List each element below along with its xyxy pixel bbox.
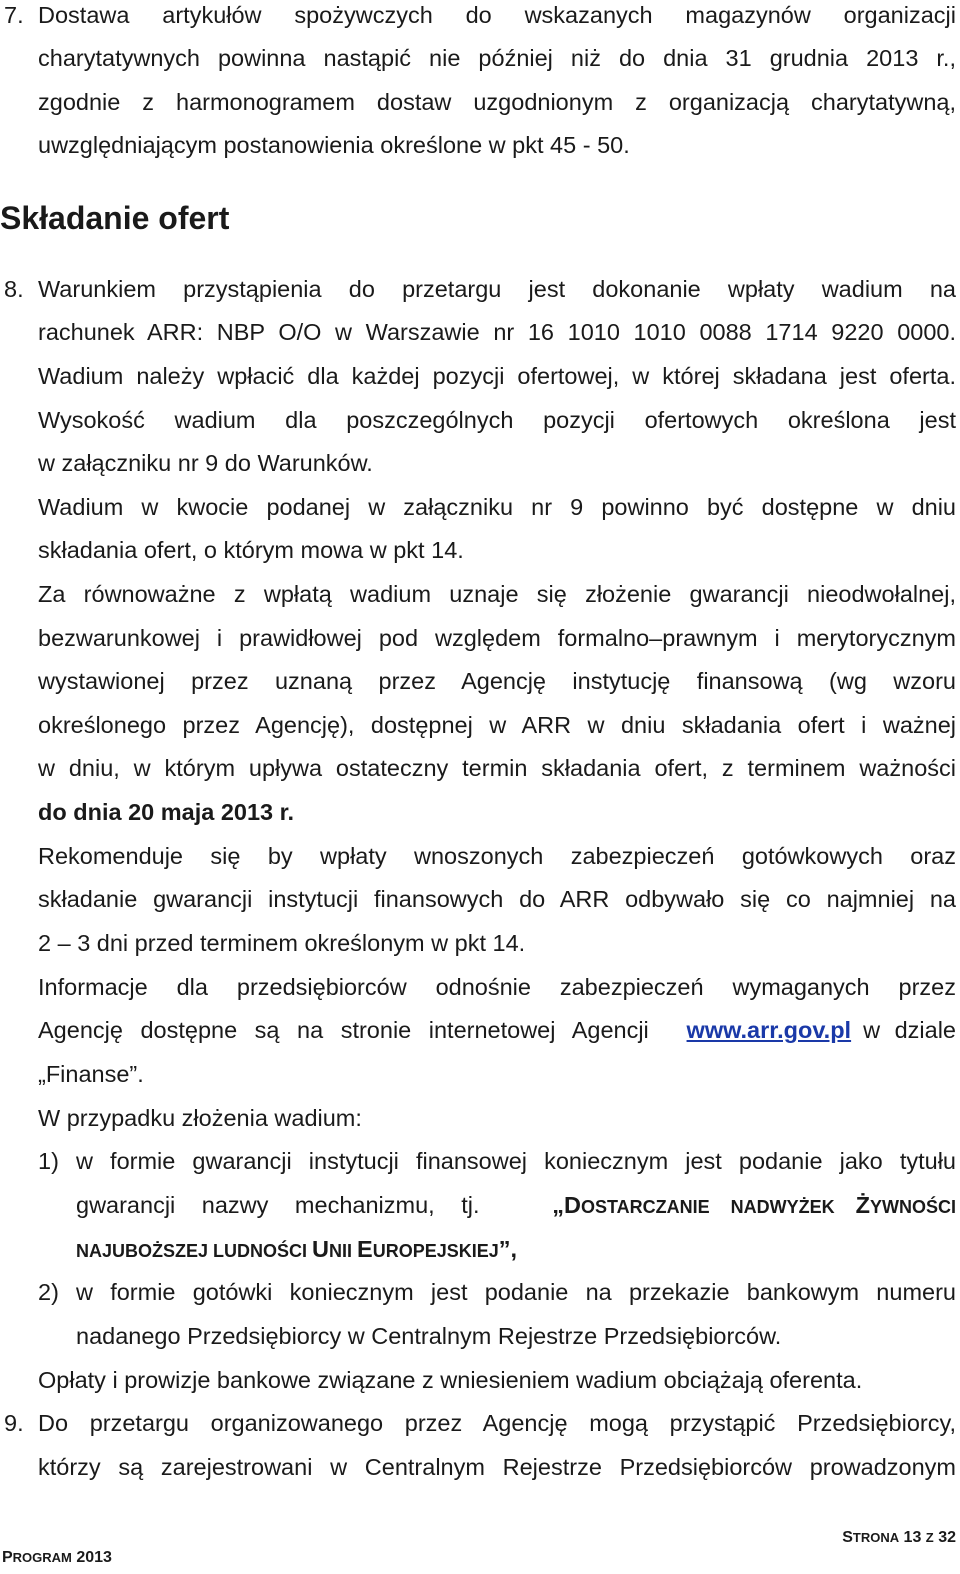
info-line-2-text: Agencję dostępne są na stronie internetowej Agencji [38,1017,649,1043]
item-9-line-1: Do przetargu organizowanego przez Agencję mogą przystąpić Przedsiębiorcy, [38,1410,956,1436]
info-line-3: „Finanse”. [38,1061,144,1087]
mechanism-name-part-1: „DOSTARCZANIE NADWYŻEK ŻYWNOŚCI [552,1192,956,1218]
item-8-line-8: Za równoważne z wpłatą wadium uznaje się złożenie gwarancji nieodwołalnej, [38,581,956,607]
item-7-line-3: zgodnie z harmonogramem dostaw uzgodnionym z organizacją charytatywną, [38,89,956,115]
info-line-2-tail [687,1015,956,1045]
info-line-2-end: w dziale [863,1017,956,1043]
recommend-line-2: składanie gwarancji instytucji finansowych do ARR odbywało się co najmniej na [38,886,956,912]
item-7-line-1: Dostawa artykułów spożywczych do wskazanych magazynów organizacji [38,2,956,28]
sub-item-1-line-1: w formie gwarancji instytucji finansowej koniecznym jest podanie jako tytułu [76,1148,956,1174]
recommend-line-1: Rekomenduje się by wpłaty wnoszonych zabezpieczeń gotówkowych oraz [38,843,956,869]
item-8-number: 8. [4,276,24,302]
sub-item-2-line-2: nadanego Przedsiębiorcy w Centralnym Rejestrze Przedsiębiorców. [76,1323,782,1349]
item-9-line-2: którzy są zarejestrowani w Centralnym Rejestrze Przedsiębiorców prowadzonym [38,1454,956,1480]
sub-item-1-number: 1) [38,1148,59,1174]
page-number: STRONA 13 Z 32 [842,1529,956,1546]
item-8-line-2: rachunek ARR: NBP O/O w Warszawie nr 16 1010 1010 0088 1714 9220 0000. [38,319,956,345]
item-8-line-10: wystawionej przez uznaną przez Agencję instytucję finansową (wg wzoru [38,668,956,694]
sub-item-2-number: 2) [38,1279,59,1305]
item-8-line-5: w załączniku nr 9 do Warunków. [38,450,373,476]
item-8-line-6: Wadium w kwocie podanej w załączniku nr 9 powinno być dostępne w dniu [38,494,956,520]
deadline-text: do dnia 20 maja 2013 r. [38,799,295,825]
program-label: PROGRAM 2013 [2,1549,112,1566]
item-8-line-3: Wadium należy wpłacić dla każdej pozycji ofertowej, w której składana jest oferta. [38,363,956,389]
item-8-line-11: określonego przez Agencję), dostępnej w ARR w dniu składania ofert i ważnej [38,712,956,738]
info-line-1: Informacje dla przedsiębiorców odnośnie zabezpieczeń wymaganych przez [38,974,956,1000]
sub-item-1-line-2 [76,1190,956,1222]
item-7-line-2: charytatywnych powinna nastąpić nie później niż do dnia 31 grudnia 2013 r., [38,45,956,71]
section-heading: Składanie ofert [0,200,230,236]
sub-item-2-line-1: w formie gotówki koniecznym jest podanie na przekazie bankowym numeru [76,1279,956,1305]
info-line-2 [38,1015,956,1045]
recommend-line-3: 2 – 3 dni przed terminem określonym w pkt 14. [38,930,526,956]
mechanism-name-part-2: NAJUBOŻSZEJ LUDNOŚCI UNII EUROPEJSKIEJ”, [76,1236,518,1262]
sub-item-1-line-2-text: gwarancji nazwy mechanizmu, tj. [76,1192,480,1218]
arr-website-link[interactable]: www.arr.gov.pl [686,1017,852,1043]
item-8-line-9: bezwarunkowej i prawidłowej pod względem formalno–prawnym i merytorycznym [38,625,956,651]
item-8-line-1: Warunkiem przystąpienia do przetargu jest dokonanie wpłaty wadium na [38,276,956,302]
item-8-line-12: w dniu, w którym upływa ostateczny termin składania ofert, z terminem ważności [38,755,956,781]
case-intro: W przypadku złożenia wadium: [38,1105,362,1131]
item-8-line-4: Wysokość wadium dla poszczególnych pozycji ofertowych określona jest [38,407,956,433]
item-7-line-4: uwzględniającym postanowienia określone w pkt 45 - 50. [38,132,630,158]
item-9-number: 9. [4,1410,24,1436]
item-7-number: 7. [4,2,24,28]
item-8-line-7: składania ofert, o którym mowa w pkt 14. [38,537,464,563]
fees-text: Opłaty i prowizje bankowe związane z wniesieniem wadium obciążają oferenta. [38,1367,863,1393]
